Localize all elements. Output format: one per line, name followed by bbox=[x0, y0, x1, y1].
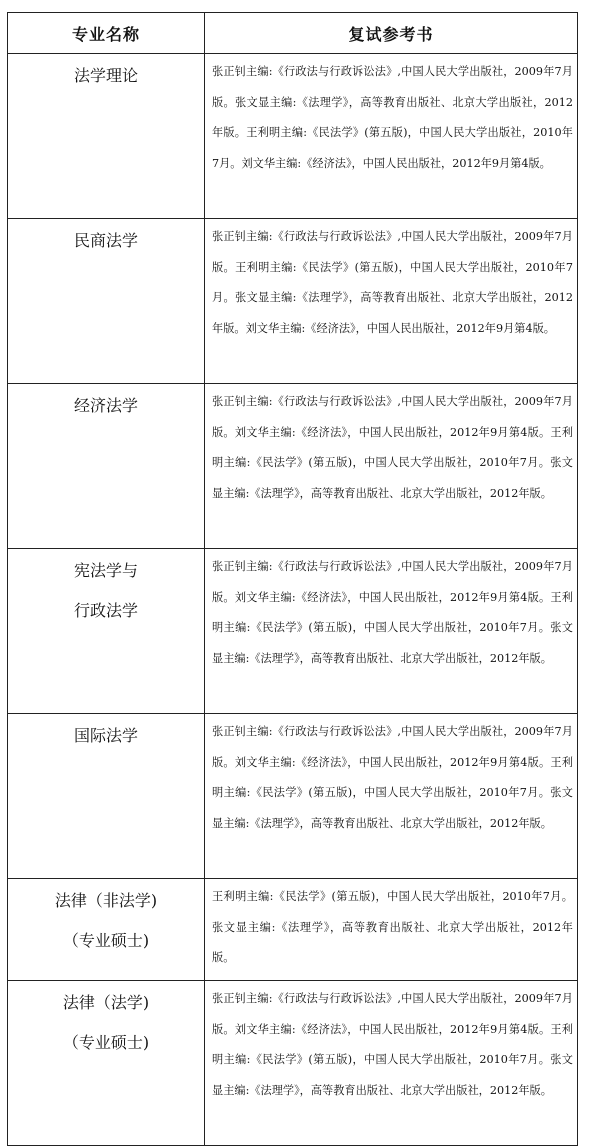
major-name-line-1: 法律（法学) bbox=[62, 993, 150, 1012]
books-column-header: 复试参考书 bbox=[205, 13, 578, 54]
table-row bbox=[8, 384, 578, 549]
table-row bbox=[8, 879, 578, 981]
major-name-cell bbox=[8, 981, 205, 1146]
major-name: 民商法学 bbox=[73, 231, 138, 250]
major-name-cell bbox=[8, 714, 205, 879]
reference-books-cell: 张正钊主编:《行政法与行政诉讼法》,中国人民大学出版社，2009年7月版。刘文华主编:《经济法》，中国人民出版社，2012年9月第4版。王利明主编:《民法学》(第五版)，中国人民大学出版社，2010年7月。张文显主编:《法理学》，高等教育出版社、北京大学出版社，2012年版。 bbox=[205, 549, 578, 714]
major-name-cell bbox=[8, 549, 205, 714]
major-name-line-1: 法律（非法学) bbox=[54, 891, 158, 910]
table-row bbox=[8, 981, 578, 1146]
major-name-line-2: 行政法学 bbox=[73, 601, 138, 620]
table-row bbox=[8, 219, 578, 384]
major-name: 法学理论 bbox=[73, 66, 138, 85]
table-header-row bbox=[8, 13, 578, 54]
reference-books-cell: 张正钊主编:《行政法与行政诉讼法》,中国人民大学出版社，2009年7月版。刘文华主编:《经济法》，中国人民出版社，2012年9月第4版。王利明主编:《民法学》(第五版)，中国人民大学出版社，2010年7月。张文显主编:《法理学》，高等教育出版社、北京大学出版社，2012年版。 bbox=[205, 981, 578, 1146]
table-row bbox=[8, 714, 578, 879]
major-name: 国际法学 bbox=[73, 726, 138, 745]
reference-books-cell: 张正钊主编:《行政法与行政诉讼法》,中国人民大学出版社，2009年7月版。刘文华主编:《经济法》，中国人民出版社，2012年9月第4版。王利明主编:《民法学》(第五版)，中国人民大学出版社，2010年7月。张文显主编:《法理学》，高等教育出版社、北京大学出版社，2012年版。 bbox=[205, 714, 578, 879]
table-row bbox=[8, 54, 578, 219]
major-name-line-2: （专业硕士) bbox=[62, 1033, 150, 1052]
reference-books-cell: 张正钊主编:《行政法与行政诉讼法》,中国人民大学出版社，2009年7月版。张文显主编:《法理学》，高等教育出版社、北京大学出版社，2012年版。王利明主编:《民法学》(第五版)，中国人民大学出版社，2010年7月。刘文华主编:《经济法》，中国人民出版社，2012年9月第4版。 bbox=[205, 54, 578, 219]
major-column-header: 专业名称 bbox=[8, 13, 205, 54]
major-name-cell bbox=[8, 54, 205, 219]
table-row bbox=[8, 549, 578, 714]
major-name-cell bbox=[8, 384, 205, 549]
reference-books-cell: 张正钊主编:《行政法与行政诉讼法》,中国人民大学出版社，2009年7月版。王利明主编:《民法学》(第五版)，中国人民大学出版社，2010年7月。张文显主编:《法理学》，高等教育出版社、北京大学出版社，2012年版。刘文华主编:《经济法》，中国人民出版社，2012年9月第4版。 bbox=[205, 219, 578, 384]
major-name-cell bbox=[8, 219, 205, 384]
major-name: 经济法学 bbox=[73, 396, 138, 415]
major-name-cell bbox=[8, 879, 205, 981]
major-name-line-1: 宪法学与 bbox=[73, 561, 138, 580]
major-name-line-2: （专业硕士) bbox=[62, 931, 150, 950]
reference-book-table bbox=[7, 12, 578, 1146]
reference-books-cell: 张正钊主编:《行政法与行政诉讼法》,中国人民大学出版社，2009年7月版。刘文华主编:《经济法》，中国人民出版社，2012年9月第4版。王利明主编:《民法学》(第五版)，中国人民大学出版社，2010年7月。张文显主编:《法理学》，高等教育出版社、北京大学出版社，2012年版。 bbox=[205, 384, 578, 549]
reference-books-cell: 王利明主编:《民法学》(第五版)，中国人民大学出版社，2010年7月。张文显主编:《法理学》，高等教育出版社、北京大学出版社，2012年版。 bbox=[205, 879, 578, 981]
